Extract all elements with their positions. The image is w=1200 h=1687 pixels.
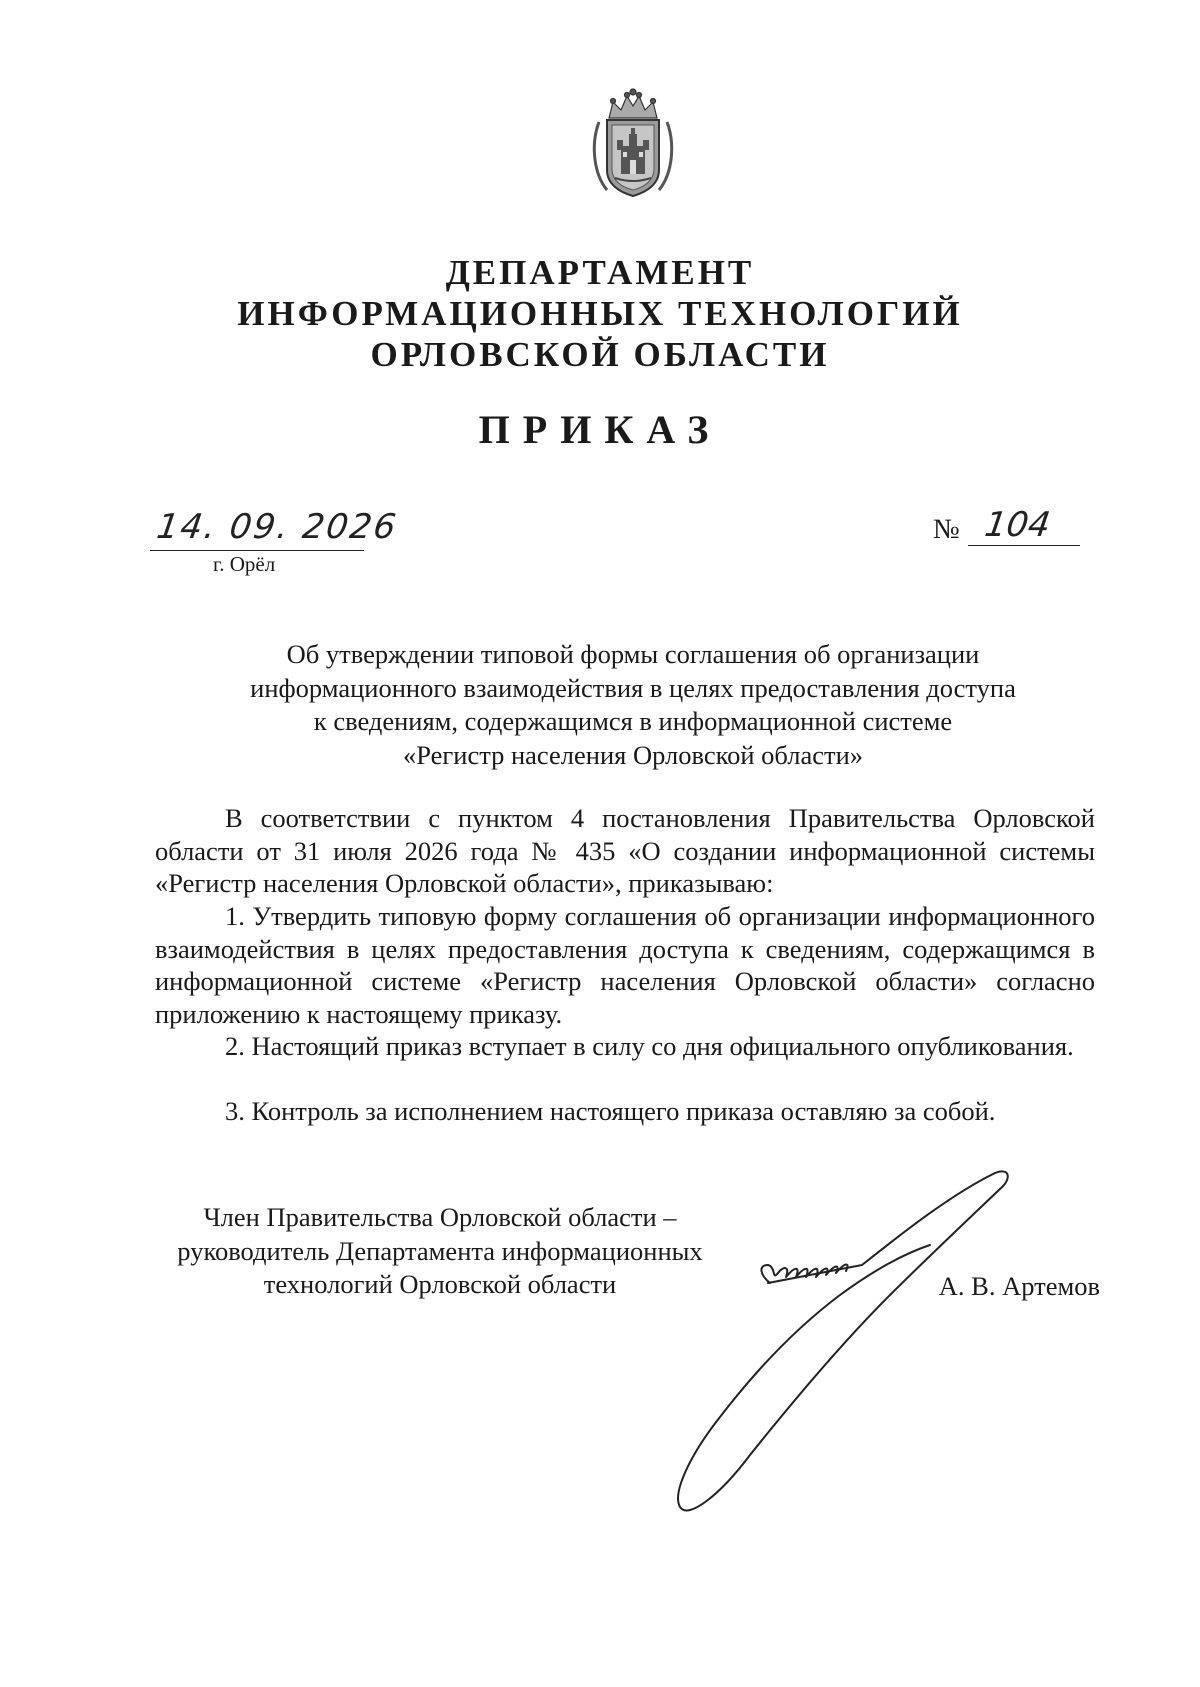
handwritten-number: 104 [982,505,1053,545]
department-name-line-1: ДЕПАРТАМЕНТ [445,253,755,292]
signer-position-line: технологий Орловской области [263,1269,617,1299]
coat-of-arms-icon [587,88,679,200]
preamble-paragraph: В соответствии с пунктом 4 постановления Правительства Орловской области от 31 июля 2026 года № 435 «О создании информационной системы «Регистр населения Орловской области», приказываю: [155,803,1095,898]
item-paragraph: 2. Настоящий приказ вступает в силу со дня официального опубликования. [225,1031,1074,1061]
order-item-2 [155,1030,1095,1063]
signer-position-line: Член Правительства Орловской области – [203,1202,677,1232]
handwritten-date: 14. 09. 2026 [154,507,401,547]
number-underline [968,545,1080,546]
order-item-3 [155,1095,1095,1128]
document-type-title: ПРИКАЗ [478,407,722,452]
signer-position-line: руководитель Департамента информационных [177,1235,703,1266]
order-subject [140,638,1126,772]
item-paragraph: 1. Утвердить типовую форму соглашения об организации информационного взаимодействия в целях предоставления доступа к сведениям, содержащимся в информационной системе «Регистр населения Орловской области» согласно приложению к настоящему приказу. [155,901,1095,1029]
city-label: г. Орёл [213,552,276,576]
subject-line: «Регистр населения Орловской области» [403,739,863,770]
subject-line: Об утверждении типовой формы соглашения об организации [286,639,980,669]
number-label: № [933,514,960,545]
order-preamble [155,802,1095,900]
order-item-1 [155,900,1095,1030]
department-name-line-2: ИНФОРМАЦИОННЫХ ТЕХНОЛОГИЙ [237,294,963,333]
item-paragraph: 3. Контроль за исполнением настоящего приказа оставляю за собой. [225,1096,996,1126]
department-name-line-3: ОРЛОВСКОЙ ОБЛАСТИ [370,335,830,374]
signer-name: А. В. Артемов [938,1271,1100,1301]
subject-line: к сведениям, содержащимся в информационной системе [313,706,953,736]
handwritten-signature [600,1155,1030,1535]
subject-line: информационного взаимодействия в целях предоставления доступа [250,672,1016,703]
